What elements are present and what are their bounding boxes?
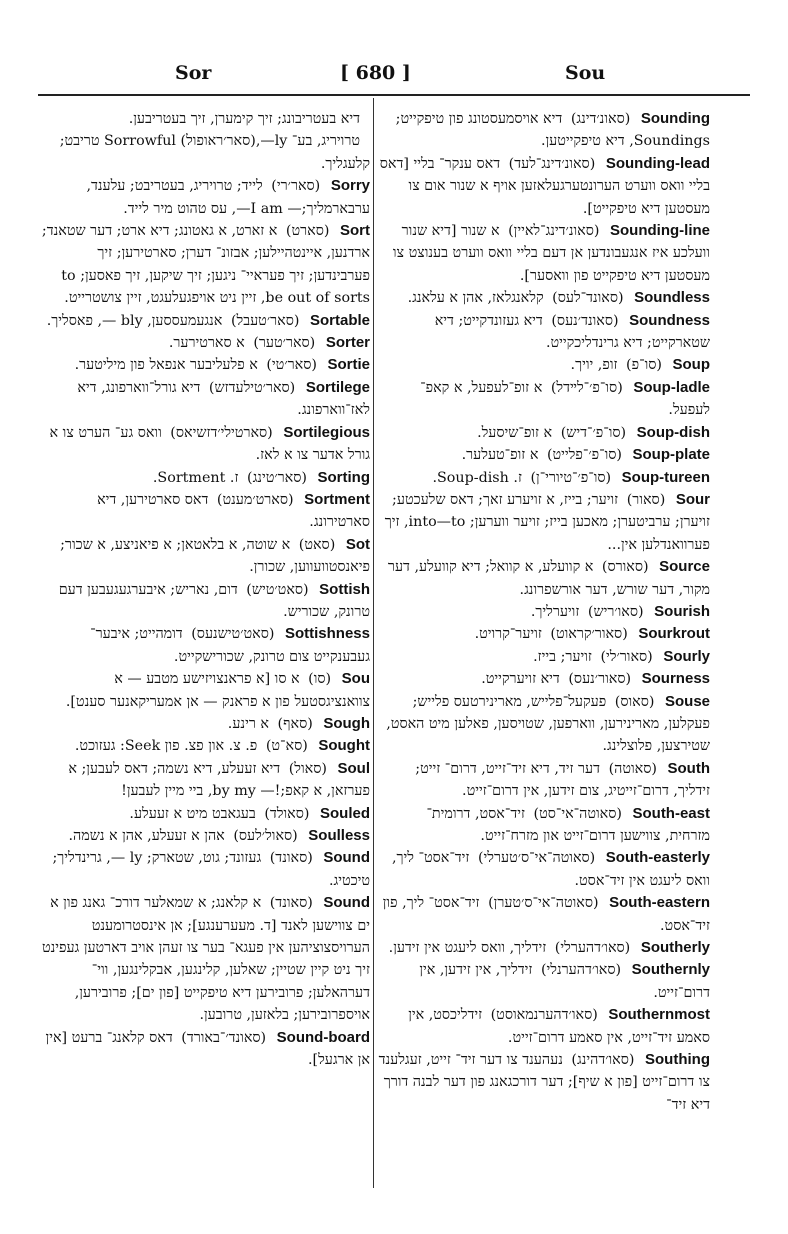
entry-definition: אהן א זעעלע, אהן א נשמה. [68, 828, 225, 844]
entry-headword: Sound-board [276, 1028, 370, 1046]
entry-pronunciation: (סאונ׳דינג־לעד) [508, 155, 596, 172]
entry-headword: South-east [632, 804, 710, 822]
entry-headword: Sourly [663, 647, 710, 665]
entry-pronunciation: (סאר׳רי) [271, 178, 321, 195]
dictionary-entry [378, 1049, 710, 1116]
dictionary-entry [378, 601, 710, 623]
entry-definition: א זופ־שיסעל. [477, 424, 553, 441]
page-header [0, 56, 788, 92]
entry-pronunciation: (סאו׳ריש) [587, 603, 644, 620]
entry-pronunciation: (סאו׳דהינג) [571, 1052, 635, 1069]
entry-pronunciation: (סאור׳קראוט) [550, 626, 628, 643]
entry-pronunciation: (סאט) [298, 536, 336, 553]
dictionary-entry [378, 310, 710, 355]
entry-headword: Sort [340, 222, 370, 240]
entry-headword: Sorry [330, 177, 370, 195]
entry-pronunciation: (סאונד׳נעס) [551, 312, 619, 329]
entry-pronunciation: (סאוטה־אי־ס׳טערלי) [477, 850, 596, 867]
dictionary-entry [378, 959, 710, 1004]
entry-pronunciation: (סאוטה־אי־סט) [533, 805, 622, 822]
header-right-guideword: Sou [565, 62, 606, 84]
entry-definition: א קוועלע, א קוואל; דיא קוועלע, דער מקור, דער שורש, דער אורשפרונג. [387, 559, 710, 598]
entry-pronunciation: (סארט׳מענט) [216, 491, 294, 508]
entry-definition: דאס ענקר־ בליי [דאס בליי וואס ווערט הערונטערגעלאזען אויף א שנור אום צו מעסטען דיא טיפקייט]. [379, 155, 710, 217]
entry-definition: זיד־אסט־ ליך, וואס ליעגט אין זיד־אסט. [391, 850, 710, 889]
entry-pronunciation: (סאר׳טער) [253, 335, 316, 352]
entry-pronunciation: (סאוטה) [608, 760, 657, 777]
entry-pronunciation: (סאונד־לעס) [552, 290, 624, 307]
entry-headword: Soundness [629, 311, 710, 329]
dictionary-entry [378, 354, 710, 376]
entry-headword: Sounding-lead [605, 154, 710, 172]
dictionary-entry [378, 892, 710, 937]
entry-definition: א שנור [דיא שנור וועלכע איז אנגעבונדען אן דעם בליי וואס ווערט בענוצט צו מעסטען דיא טיפקייט פון וואסער]. [392, 223, 710, 284]
entry-definition: דיא בעטריבונג; זיך קימערן, זיך בעטריבען. [128, 111, 360, 127]
entry-headword: Sought [318, 737, 370, 755]
dictionary-entry [40, 825, 370, 847]
dictionary-entry [40, 175, 370, 220]
entry-pronunciation: (סו) [308, 671, 332, 688]
entry-pronunciation: (סאר׳טי) [266, 357, 317, 374]
entry-definition: זויער; בייז. [533, 648, 592, 665]
entry-definition: א שוטה, א בלאטאן; א פיאניצע, א שכור; פיאנסטוועווען, שכורן. [60, 536, 370, 576]
entry-headword: Soup-plate [632, 446, 710, 464]
entry-headword: South-easterly [605, 849, 710, 867]
dictionary-entry [40, 130, 370, 175]
entry-pronunciation: (סאוס) [614, 693, 655, 710]
entry-definition: קלאנגלאז, אהן א עלאנג. [407, 290, 544, 307]
entry-definition: זיד־אסט, דרומית־ מזרחית, צווישען דרום־זייט און מזרח־זייט. [426, 805, 710, 844]
dictionary-entry [378, 220, 710, 287]
entry-headword: Southerly [640, 939, 710, 957]
entry-pronunciation: (סו־פ׳־לײדל) [550, 379, 623, 396]
entry-definition: פ. צ. און פצ. פון Seek: געזוכט. [74, 738, 258, 755]
entry-pronunciation: (סאו׳דהערנלי) [540, 962, 622, 979]
entry-definition: זויערליך. [530, 603, 580, 620]
entry-headword: Sound [323, 849, 370, 867]
entry-pronunciation: (סארטילי׳דזשיאס) [170, 424, 273, 441]
entry-pronunciation: (סא־ט) [265, 738, 308, 755]
dictionary-entry [378, 153, 710, 220]
dictionary-entry [40, 422, 370, 467]
entry-headword: Southernly [631, 961, 710, 979]
entry-definition: דאס קלאנג־ ברעט [אין אן ארגעל]. [45, 1029, 370, 1069]
entry-pronunciation: (סאונד) [269, 850, 313, 867]
entry-definition: ז. Soup-dish. [432, 469, 522, 486]
entry-headword: Sorter [325, 334, 370, 352]
entry-definition: פעקעל־פלייש, מארינירטעס פלייש; פעקלען, מארינירען, ווארפען, שטויסען, פאלען מיט האסט, שטירצען, פלוצלינג. [386, 693, 710, 755]
dictionary-entry [378, 623, 710, 645]
entry-definition: זידליך, וואס ליעגט אין זידען. [388, 940, 547, 957]
entry-pronunciation: (סאר׳טילעדזש) [208, 379, 296, 396]
entry-definition: וואס גע־ הערט צו א גורל אדער צו א לאז. [49, 424, 370, 464]
dictionary-entry [40, 108, 370, 130]
entry-pronunciation: (סו־פ׳־פלייט) [546, 447, 622, 464]
entry-definition: זופ, יויך. [570, 357, 618, 374]
dictionary-entry [40, 377, 370, 422]
dictionary-entry [40, 467, 370, 489]
entry-definition: א סו [א פראנצויזישע מטבע — א צוואנציגסטעל פון א פראנק — אן אמעריקאנער סענט]. [65, 671, 370, 710]
dictionary-entry [40, 354, 370, 376]
dictionary-entry [378, 287, 710, 309]
dictionary-entry [378, 646, 710, 668]
dictionary-entry [40, 332, 370, 354]
entry-pronunciation: (סו־פ׳־טיורי־ן) [530, 469, 612, 486]
entry-pronunciation: (סאו׳דהערלי) [554, 940, 631, 957]
dictionary-entry [40, 1027, 370, 1072]
entry-pronunciation: (סו־פ) [626, 357, 662, 374]
entry-headword: Sot [345, 535, 370, 553]
entry-definition: זויער; בייז, א זויערע זאך; דאס שלעכטע; זויערן; ערביטערן; מאכען בייז; זויער ווערען; into—to, זיך פערוואנדלען אין... [384, 491, 710, 553]
entry-definition: לייד; טרויריג, בעטריבט; עלענד, ערבארמליך;— I am—, עס טהוט מיר לייד. [86, 178, 370, 217]
entry-headword: Southernmost [608, 1006, 710, 1024]
column-divider [373, 98, 374, 1188]
entry-headword: Sounding-line [610, 222, 710, 240]
entry-headword: Soul [337, 759, 370, 777]
entry-pronunciation: (סאונד׳־באורד) [181, 1029, 267, 1046]
entry-definition: געזונד; גוט, שטארק; ly —, גרינדליך; טיכטיג. [52, 850, 370, 889]
dictionary-entry [40, 735, 370, 757]
entry-pronunciation: (סאונד) [269, 895, 313, 912]
dictionary-entry [40, 220, 370, 310]
entry-pronunciation: (סאר׳טעבל) [230, 312, 300, 329]
entry-headword: Sortment [304, 490, 370, 508]
entry-definition: א פלעליבער אנפאל פון מיליטער. [74, 357, 258, 374]
dictionary-entry [378, 1004, 710, 1049]
dictionary-entry [378, 489, 710, 556]
dictionary-entry [378, 668, 710, 690]
entry-headword: Sound [323, 894, 370, 912]
entry-definition: זידליך, אין זידען, אין דרום־זייט. [419, 962, 710, 1001]
entry-definition: דומהייט; איבער־ געבענקייט צום טרונק, שכורישקייט. [90, 626, 370, 665]
entry-definition: דער זיד, דיא זיד־זייט, דרום־ זייט; זידליך, דרום־זייטיג, צום זידען, אין דרום־זייט. [415, 760, 710, 800]
entry-pronunciation: (סאולד) [264, 805, 310, 822]
entry-pronunciation: (סו־פ׳־דיש) [560, 424, 627, 441]
entry-pronunciation: (סאונ׳דינג) [570, 111, 631, 127]
dictionary-entry [40, 579, 370, 624]
dictionary-entry [40, 489, 370, 534]
entry-definition: ז. Sortment. [152, 469, 239, 486]
entry-pronunciation: (סאונ׳דינג־לאיין) [508, 223, 600, 240]
entry-headword: South [667, 759, 710, 777]
entry-pronunciation: (סאורס) [601, 559, 649, 576]
left-column [40, 108, 370, 1183]
dictionary-entry [40, 847, 370, 892]
entry-definition: דיא אויסמעסטונג פון טיפקייט; Soundings, דיא טיפקייטען. [395, 111, 710, 150]
entry-headword: Sortable [309, 311, 370, 329]
dictionary-entry [378, 847, 710, 892]
dictionary-entry [378, 377, 710, 422]
entry-definition: דיא גורל־ווארפונג, דיא לאז־ווארפונג. [77, 379, 370, 419]
entry-definition: בעגאבט מיט א זעעלע. [129, 805, 256, 822]
entry-headword: Souled [319, 804, 370, 822]
dictionary-entry [378, 758, 710, 803]
entry-headword: Sortilegious [283, 423, 370, 441]
entry-definition: נעהענד צו דער זיד־ זייט, זעגלענד צו דרום־זייט [פון א שיף]; דער דורכגאנג פון דער לבנה דורך דיא זיד־ [378, 1052, 710, 1113]
entry-pronunciation: (סאר׳טינג) [247, 469, 307, 486]
dictionary-entry [378, 556, 710, 601]
entry-headword: Sortilege [305, 378, 370, 396]
entry-pronunciation: (סאור׳נעס) [568, 671, 632, 688]
dictionary-entry [378, 803, 710, 848]
entry-headword: Sourkrout [638, 625, 710, 643]
dictionary-entry [378, 444, 710, 466]
entry-headword: Sou [341, 670, 370, 688]
dictionary-entry [40, 713, 370, 735]
entry-definition: דיא געזונדקייט; דיא שטארקייט; דיא גרינדליכקייט. [434, 312, 710, 352]
entry-headword: Sourish [654, 602, 710, 620]
entry-definition: זידליכסט, אין סאמע זיד־זייט, אין סאמע דרום־זייט. [408, 1007, 710, 1046]
dictionary-entry [40, 803, 370, 825]
entry-headword: Source [659, 558, 710, 576]
header-left-guideword: Sor [175, 62, 212, 84]
entry-headword: Souse [664, 692, 710, 710]
entry-headword: Sour [675, 490, 710, 508]
entry-headword: Sough [323, 714, 370, 732]
entry-headword: Sorting [317, 468, 370, 486]
header-rule [38, 94, 750, 96]
entry-headword: South-eastern [609, 894, 710, 912]
entry-headword: Sottishness [284, 625, 370, 643]
entry-pronunciation: (סאוטה־אי־ס׳טערן) [488, 895, 599, 912]
entry-definition: א זארט, א גאטונג; דיא ארט; דער שטאנד; ארדנען, איינטהיילען; אבזונ־ דערן; סארטירען; זיך פערבינדען; זיך פעראיי־ ניגען; זיך שיקען, זיך פאסען; to be out of sorts, זיין ניט אויפגעלעגט, זיין צושטרייט. [41, 223, 370, 307]
dictionary-entry [40, 892, 370, 1026]
entry-definition: א זופ־לעפעל, א קאפ־ לעפעל. [420, 379, 710, 419]
dictionary-entry [40, 623, 370, 668]
dictionary-entry [378, 937, 710, 959]
entry-definition: זיד־אסט־ ליך, פון זיד־אסט. [382, 895, 710, 934]
entry-pronunciation: (סאור׳לי) [600, 648, 653, 665]
entry-headword: Sounding [640, 110, 710, 127]
dictionary-entry [378, 108, 710, 153]
entry-definition: דיא זויערקייט. [481, 671, 560, 688]
entry-definition: דאס סארטירען, דיא סארטירונג. [97, 491, 370, 531]
entry-definition: א קלאנג; א שמאלער דורכ־ גאנג פון א ים צווישען לאנד [ד. מעערענגע]; אן אינסטרומענט הערויסצוציהען אין פעגא־ בער צו זעהן אויב דארטען געפינט זיך ניט קיין שטיין; שאלען, קלינגען, אבקלינגען, ווי־ דערהאלען; פרובירען דיא טיפקייט [פון ים]; פרובירען, אויספרובירען; בלאזען, טרובען. [41, 895, 370, 1024]
dictionary-entry [40, 758, 370, 803]
entry-definition: טרויריג, בע־ ly—,(סאר׳ראופול) Sorrowful טריבט; קלעגליך. [59, 133, 370, 172]
entry-definition: א רינע. [227, 715, 269, 732]
entry-definition: אנגעמעססען, bly —, פאסליך. [46, 312, 223, 329]
entry-headword: Sortie [327, 356, 370, 374]
dictionary-entry [40, 668, 370, 713]
entry-pronunciation: (סאור) [626, 491, 666, 508]
entry-headword: Soup [672, 356, 710, 374]
entry-pronunciation: (סאול) [288, 760, 327, 777]
entry-headword: Sourness [641, 670, 710, 688]
entry-pronunciation: (סארט) [285, 223, 330, 240]
entry-definition: א סארטירער. [168, 335, 245, 352]
entry-headword: Southing [645, 1051, 710, 1069]
dictionary-entry [40, 534, 370, 579]
dictionary-entry [378, 422, 710, 444]
entry-definition: א זופ־טעלער. [461, 447, 539, 464]
entry-headword: Soup-tureen [621, 468, 710, 486]
right-column [378, 108, 710, 1183]
entry-pronunciation: (סאו׳דהערנמאוסט) [490, 1007, 598, 1024]
entry-definition: דיא זעעלע, דיא נשמה; דאס לעבען; א פערזאן, א קאפ;!— by my, ביי מיין לעבען! [68, 760, 370, 800]
dictionary-entry [40, 310, 370, 332]
entry-pronunciation: (סאט׳טיש) [246, 581, 309, 598]
entry-pronunciation: (סאול׳לעס) [233, 828, 298, 844]
entry-headword: Soup-ladle [633, 378, 710, 396]
page-number: [ 680 ] [340, 62, 411, 84]
entry-headword: Sottish [319, 580, 370, 598]
entry-headword: Soulless [308, 827, 370, 844]
entry-pronunciation: (סאט׳טישנעס) [191, 626, 275, 643]
entry-headword: Soundless [634, 289, 710, 307]
entry-headword: Soup-dish [636, 423, 710, 441]
dictionary-entry [378, 691, 710, 758]
entry-definition: זויער־קרויט. [474, 626, 542, 643]
dictionary-entry [378, 467, 710, 489]
entry-definition: דום, נאריש; איבערגעגעבען דעם טרונק, שכוריש. [58, 581, 370, 620]
entry-pronunciation: (סאף) [277, 715, 313, 732]
